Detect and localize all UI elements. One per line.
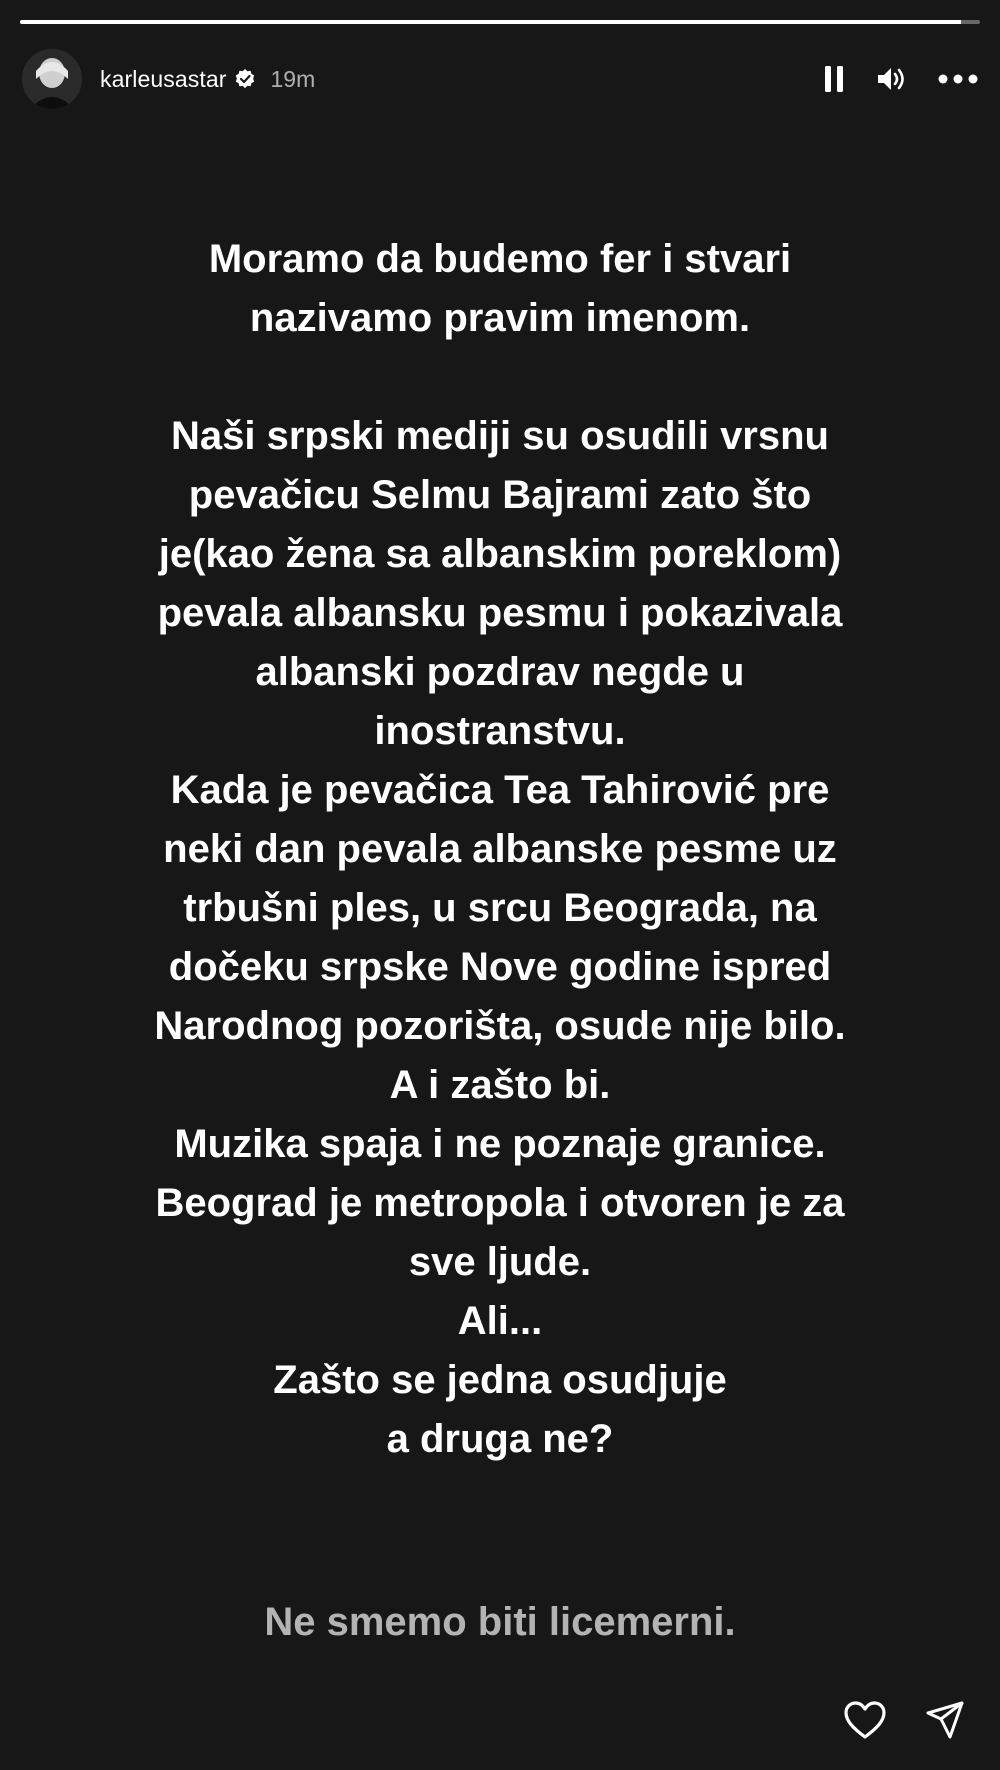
story-line: Narodnog pozorišta, osude nije bilo. — [154, 1004, 846, 1048]
story-line: pevačicu Selmu Bajrami zato što — [188, 473, 812, 517]
more-options-icon[interactable] — [938, 74, 978, 84]
story-text — [40, 230, 960, 1469]
post-time: 19m — [270, 65, 316, 92]
header-controls — [822, 65, 978, 93]
send-icon[interactable] — [925, 1700, 965, 1740]
story-line: sve ljude. — [408, 1240, 592, 1284]
story-progress-bar — [20, 20, 980, 24]
story-line: a druga ne? — [386, 1417, 614, 1461]
story-line: Muzika spaja i ne poznaje granice. — [174, 1122, 826, 1166]
story-header — [22, 48, 978, 110]
story-line: dočeku srpske Nove godine ispred — [168, 945, 832, 989]
heart-icon[interactable] — [843, 1700, 887, 1740]
volume-icon[interactable] — [876, 65, 908, 93]
story-line: Zašto se jedna osudjuje — [273, 1358, 727, 1402]
story-line: Moramo da budemo fer i stvari — [208, 237, 792, 281]
story-line: neki dan pevala albanske pesme uz — [163, 827, 837, 871]
story-line: A i zašto bi. — [389, 1063, 611, 1107]
paragraph-gap — [40, 348, 960, 407]
story-line: pevala albansku pesmu i pokazivala — [157, 591, 843, 635]
story-line: je(kao žena sa albanskim poreklom) — [158, 532, 842, 576]
story-closing-line: Ne smemo biti licemerni. — [264, 1600, 736, 1644]
progress-fill — [20, 20, 961, 24]
avatar[interactable] — [22, 49, 82, 109]
story-line: Beograd je metropola i otvoren je za — [155, 1181, 845, 1225]
story-line: albanski pozdrav negde u — [255, 650, 745, 694]
verified-badge-icon — [234, 68, 256, 90]
username[interactable]: karleusastar — [100, 65, 227, 92]
pause-icon[interactable] — [822, 65, 846, 93]
story-line: trbušni ples, u srcu Beograda, na — [183, 886, 817, 930]
story-line: Kada je pevačica Tea Tahirović pre — [170, 768, 830, 812]
story-line: inostranstvu. — [374, 709, 626, 753]
avatar-image — [22, 49, 82, 109]
progress-segment — [20, 20, 980, 24]
story-line: Ali... — [457, 1299, 543, 1343]
story-line: Naši srpski mediji su osudili vrsnu — [171, 414, 829, 458]
story-actions — [843, 1700, 965, 1740]
story-line: nazivamo pravim imenom. — [249, 296, 751, 340]
